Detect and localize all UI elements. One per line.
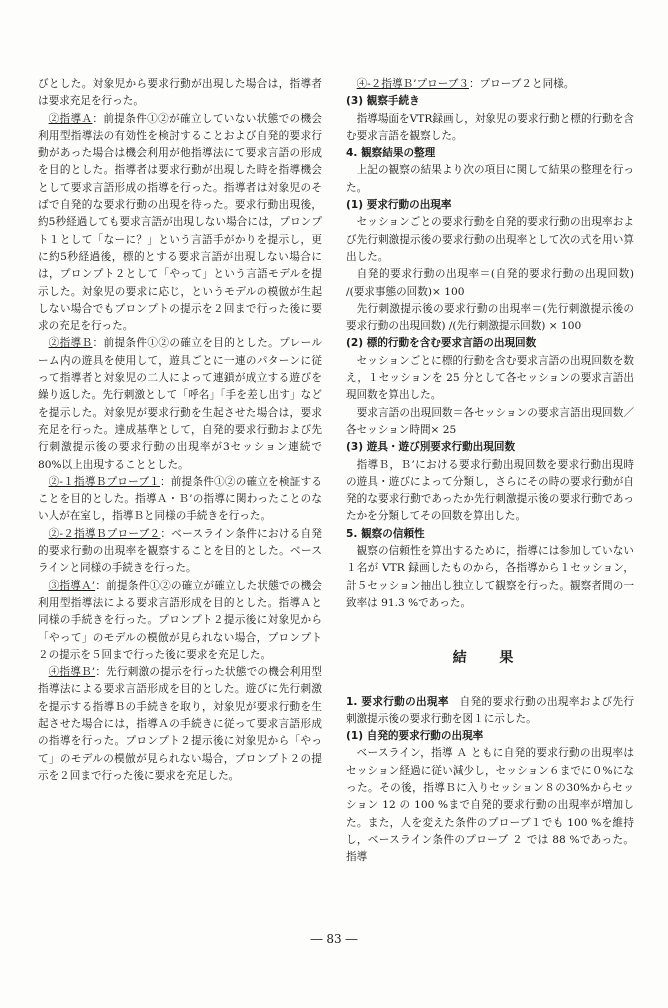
- procedure-text: ：先行刺激の提示を行った状態での機会利用型指導法による要求言語形成を目的とした。遊びに先行刺激を提示する指導Ｂの手続きを取り，対象児が要求行動を生起させた場合には，指導Ａの手続きに従って要求言語形成の指導を行った。プロンプト２提示後に対象児から「やって」のモデルの模倣が見られない場合，プロンプト２の提示を２回まで行った後に要求を充足した。: [38, 666, 322, 782]
- paragraph-shido-b: [38, 335, 322, 473]
- subsection-heading: (2) 標的行動を含む要求言語の出現回数: [346, 337, 537, 350]
- formula: 先行刺激提示後の要求行動の出現率＝(先行刺激提示後の要求行動の出現回数) /(先行刺激提示回数) × 100: [346, 302, 634, 333]
- subsection-heading: (1) 自発的要求行動の出現率: [346, 730, 484, 743]
- paragraph: 観察の信頼性を算出するために，指導には参加していない１名が VTR 録画したものから，各指導から１セッション，計５セッション抽出し独立して観察を行った。観察者間の一致率は 91.3 %であった。: [346, 545, 634, 609]
- procedure-label: ③指導Ａ’: [48, 579, 96, 592]
- paragraph: セッションごとに標的行動を含む要求言語の出現回数を数え，１セッションを 25 分として各セッションの要求言語出現回数を算出した。: [346, 354, 634, 402]
- subsection-heading: (3) 遊具・遊び別要求行動出現回数: [346, 441, 516, 454]
- paragraph: びとした。対象児から要求行動が出現した場合は，指導者は要求充足を行った。: [38, 78, 322, 108]
- paragraph-probe-2: [38, 526, 322, 578]
- section-heading: 4. 観察結果の整理: [346, 147, 436, 160]
- page-number: ― 83 ―: [310, 932, 358, 946]
- formula: 要求言語の出現回数＝各セッションの要求言語出現回数／各セッション時間× 25: [346, 406, 634, 436]
- results-paragraph: [346, 694, 634, 729]
- procedure-label: ④指導Ｂ’: [48, 666, 96, 679]
- results-title: 結 果: [452, 650, 528, 667]
- right-column: [346, 76, 634, 866]
- subsection-heading: (1) 要求行動の出現率: [346, 199, 452, 212]
- paragraph: 指導場面をVTR録画し，対象児の要求行動と標的行動を含む要求言語を観察した。: [346, 112, 634, 142]
- procedure-text: ：プローブ２と同様。: [468, 78, 575, 90]
- paragraph: 上記の観察の結果より次の項目に関して結果の整理を行った。: [346, 164, 634, 194]
- paragraph-shido-b-prime: [38, 664, 322, 785]
- procedure-text: ：前提条件①②の確立が確立した状態での機会利用型指導法による要求言語形成を目的とした。指導Ａと同様の手続きを行った。プロンプト２提示後に対象児から「やって」のモデルの模倣が見られない場合，プロンプト２の提示を５回まで行った後に要求を充足した。: [38, 579, 322, 661]
- procedure-text: ：前提条件①②が確立していない状態での機会利用型指導法の有効性を検討することおよび自発的要求行動があった場合は機会利用が他指導法にて要求言語の形成を目的とした。指導者は要求行動が出現した時を指導機会として要求言語形成の指導を行った。指導者は対象児のそばで自発的な要求行動の出現を待った。要求行動出現後，約5秒経過しても要求言語が出現しない場合には，プロンプト１として「なーに？」という言語手がかりを提示し，更に約5秒経過後，標的とする要求言語が出現しない場合には，プロンプト２として「やって」という言語モデルを提示した。対象児の要求に応じ，というモデルの模倣が生起しない場合でもプロンプトの提示を２回まで行った後に要求の充足を行った。: [38, 112, 323, 333]
- paragraph-shido-a: [38, 111, 322, 336]
- section-heading: 5. 観察の信頼性: [346, 527, 425, 540]
- procedure-label: ②-１指導Ｂプローブ１: [48, 475, 160, 488]
- left-column: [38, 76, 322, 785]
- procedure-label: ②指導Ｂ: [48, 337, 93, 350]
- procedure-label: ②指導Ａ: [48, 112, 93, 125]
- paragraph-shido-a-prime: [38, 578, 322, 664]
- paragraph: セッションごとの要求行動を自発的要求行動の出現率および先行刺激提示後の要求行動の出現率として次の式を用い算出した。: [346, 216, 634, 263]
- results-heading: 1. 要求行動の出現率: [346, 695, 449, 708]
- formula: 自発的要求行動の出現率＝(自発的要求行動の出現回数) /(要求事態の回数)× 100: [346, 268, 634, 298]
- procedure-text: ：前提条件①②の確立を検証することを目的とした。指導Ａ・Ｂ’の指導に関わったことのない人が在室し，指導Ｂと同様の手続きを行った。: [38, 475, 322, 523]
- paragraph: 指導Ｂ，Ｂ’における要求行動出現回数を要求行動出現時の遊具・遊びによって分類し，さらにその時の要求行動が自発的な要求行動であったか先行刺激提示後の要求行動であったかを分類してその回数を算出した。: [346, 458, 634, 523]
- procedure-label: ②-２指導Ｂプローブ２: [48, 527, 161, 540]
- procedure-text: ：前提条件①②の確立を目的とした。プレールーム内の遊具を使用して，遊具ごとに一連のパターンに従って指導者と対象児の二人によって連鎖が成立する遊びを繰り返した。先行刺激として「呼名」「手を差し出す」などを提示した。対象児が要求行動を生起させた場合は，要求充足を行った。達成基準として，自発的要求行動および先行刺激提示後の要求行動の出現率が3セッション連続で80%以上出現することとした。: [38, 337, 322, 471]
- subsection-heading: (3) 観察手続き: [346, 95, 420, 108]
- procedure-text: ：ベースライン条件における自発的要求行動の出現率を観察することを目的とした。ベースラインと同様の手続きを行った。: [38, 527, 322, 575]
- paragraph: ベースライン，指導 Ａ ともに自発的要求行動の出現率はセッション経過に従い減少し，セッション６までに０%になった。その後，指導Ｂに入りセッション８の30%からセッション 12 の 100 %まで自発的要求行動の出現率が増加した。また，人を変えた条件のプローブ１でも 100 %を維持し，ベースライン条件のプローブ ２ では 88 %であった。指導: [346, 747, 634, 864]
- results-text: 自発的要求行動の出現率および先行刺激提示後の要求行動を図１に示した。: [346, 695, 635, 725]
- procedure-label: ④-２指導Ｂ’プローブ３: [356, 78, 469, 90]
- paragraph-probe-1: [38, 474, 322, 526]
- paragraph-probe-3: [346, 76, 634, 93]
